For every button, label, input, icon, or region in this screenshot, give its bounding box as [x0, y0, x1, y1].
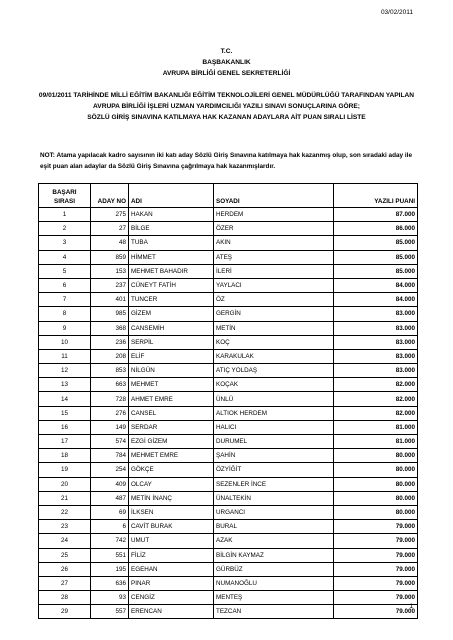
- candidate-no-cell: 401: [91, 293, 129, 307]
- score-cell: 85.000: [334, 250, 418, 264]
- rank-cell: 4: [39, 250, 91, 264]
- score-cell: 79.000: [334, 562, 418, 576]
- header-candidate-no: ADAY NO: [91, 184, 129, 208]
- table-row: [39, 392, 418, 406]
- rank-cell: 14: [39, 392, 91, 406]
- table-row: [39, 591, 418, 605]
- score-cell: 80.000: [334, 505, 418, 519]
- name-cell: CÜNEYT FATİH: [129, 278, 214, 292]
- rank-cell: 12: [39, 364, 91, 378]
- rank-cell: 20: [39, 477, 91, 491]
- score-cell: 79.000: [334, 548, 418, 562]
- heading-line-list-title: SÖZLÜ GİRİŞ SINAVINA KATILMAYA HAK KAZANAN ADAYLARA AİT PUAN SIRALI LİSTE: [87, 114, 366, 121]
- heading-line-tc: T.C.: [220, 48, 233, 55]
- rank-cell: 19: [39, 463, 91, 477]
- surname-cell: BURAL: [214, 520, 334, 534]
- surname-cell: BİLGİN KAYMAZ: [214, 548, 334, 562]
- score-cell: 84.000: [334, 293, 418, 307]
- rank-cell: 7: [39, 293, 91, 307]
- score-cell: 82.000: [334, 406, 418, 420]
- score-cell: 81.000: [334, 420, 418, 434]
- rank-cell: 22: [39, 505, 91, 519]
- name-cell: FİLİZ: [129, 548, 214, 562]
- heading-line-exam-title: AVRUPA BİRLİĞİ İŞLERİ UZMAN YARDIMCILIĞI YAZILI SINAVI SONUÇLARINA GÖRE;: [93, 103, 360, 110]
- score-cell: 82.000: [334, 378, 418, 392]
- heading-line-exam-info: 09/01/2011 TARİHİNDE MİLLİ EĞİTİM BAKANLIĞI EĞİTİM TEKNOLOJİLERİ GENEL MÜDÜRLÜĞÜ TARAFINDAN YAPILAN: [38, 92, 415, 99]
- surname-cell: DURUMEL: [214, 435, 334, 449]
- surname-cell: TEZCAN: [214, 605, 334, 619]
- score-cell: 83.000: [334, 364, 418, 378]
- candidate-no-cell: 557: [91, 605, 129, 619]
- name-cell: EGEHAN: [129, 562, 214, 576]
- rank-cell: 27: [39, 576, 91, 590]
- surname-cell: URGANCI: [214, 505, 334, 519]
- surname-cell: ŞAHİN: [214, 449, 334, 463]
- surname-cell: ATIÇ YOLDAŞ: [214, 364, 334, 378]
- candidate-no-cell: 368: [91, 321, 129, 335]
- table-row: [39, 378, 418, 392]
- score-cell: 85.000: [334, 236, 418, 250]
- candidate-no-cell: 636: [91, 576, 129, 590]
- rank-cell: 23: [39, 520, 91, 534]
- candidate-no-cell: 551: [91, 548, 129, 562]
- name-cell: EZGİ GİZEM: [129, 435, 214, 449]
- name-cell: CANSEL: [129, 406, 214, 420]
- surname-cell: İLERİ: [214, 264, 334, 278]
- score-cell: 84.000: [334, 278, 418, 292]
- rank-cell: 21: [39, 491, 91, 505]
- table-row: [39, 406, 418, 420]
- name-cell: CENGİZ: [129, 591, 214, 605]
- table-row: [39, 505, 418, 519]
- name-cell: METİN İNANÇ: [129, 491, 214, 505]
- table-row: [39, 264, 418, 278]
- table-row: [39, 562, 418, 576]
- rank-cell: 11: [39, 349, 91, 363]
- candidate-no-cell: 208: [91, 349, 129, 363]
- rank-cell: 3: [39, 236, 91, 250]
- surname-cell: GERGİN: [214, 307, 334, 321]
- surname-cell: KARAKULAK: [214, 349, 334, 363]
- table-row: [39, 321, 418, 335]
- score-cell: 83.000: [334, 335, 418, 349]
- surname-cell: YAYLACI: [214, 278, 334, 292]
- rank-cell: 6: [39, 278, 91, 292]
- surname-cell: ÜNLÜ: [214, 392, 334, 406]
- rank-cell: 18: [39, 449, 91, 463]
- candidate-no-cell: 275: [91, 208, 129, 222]
- surname-cell: KOÇ: [214, 335, 334, 349]
- table-row: [39, 208, 418, 222]
- score-cell: 80.000: [334, 449, 418, 463]
- candidate-no-cell: 742: [91, 534, 129, 548]
- candidate-no-cell: 663: [91, 378, 129, 392]
- surname-cell: ÜNALTEKİN: [214, 491, 334, 505]
- table-row: [39, 349, 418, 363]
- name-cell: İLKSEN: [129, 505, 214, 519]
- surname-cell: METİN: [214, 321, 334, 335]
- candidate-no-cell: 487: [91, 491, 129, 505]
- name-cell: UMUT: [129, 534, 214, 548]
- name-cell: HAKAN: [129, 208, 214, 222]
- candidate-no-cell: 409: [91, 477, 129, 491]
- surname-cell: AZAK: [214, 534, 334, 548]
- candidate-no-cell: 853: [91, 364, 129, 378]
- table-row: [39, 307, 418, 321]
- header-surname: SOYADI: [214, 184, 334, 208]
- score-cell: 79.000: [334, 591, 418, 605]
- candidate-no-cell: 784: [91, 449, 129, 463]
- note-paragraph: NOT: Atama yapılacak kadro sayısının iki katı aday Sözlü Giriş Sınavına katılmaya hak kazanmış olup, son sıradaki aday ile eşit puan alan adaylar da Sözlü Giriş Sınavına çağrılmaya hak kazanmışlardır.: [40, 152, 412, 170]
- heading-line-secretariat: AVRUPA BİRLİĞİ GENEL SEKRETERLİĞİ: [162, 70, 291, 77]
- candidate-no-cell: 574: [91, 435, 129, 449]
- name-cell: HİMMET: [129, 250, 214, 264]
- table-row: [39, 491, 418, 505]
- results-table: [38, 183, 418, 619]
- candidate-no-cell: 27: [91, 222, 129, 236]
- candidate-no-cell: 728: [91, 392, 129, 406]
- candidate-no-cell: 149: [91, 420, 129, 434]
- rank-cell: 26: [39, 562, 91, 576]
- table-header-row: [39, 184, 418, 208]
- surname-cell: ÖZ: [214, 293, 334, 307]
- rank-cell: 16: [39, 420, 91, 434]
- score-cell: 80.000: [334, 491, 418, 505]
- surname-cell: ATEŞ: [214, 250, 334, 264]
- rank-cell: 28: [39, 591, 91, 605]
- rank-cell: 1: [39, 208, 91, 222]
- table-row: [39, 435, 418, 449]
- table-row: [39, 236, 418, 250]
- table-body: [39, 208, 418, 619]
- name-cell: TUNCER: [129, 293, 214, 307]
- table-row: [39, 364, 418, 378]
- name-cell: SERPİL: [129, 335, 214, 349]
- candidate-no-cell: 254: [91, 463, 129, 477]
- candidate-no-cell: 69: [91, 505, 129, 519]
- table-row: [39, 576, 418, 590]
- rank-cell: 17: [39, 435, 91, 449]
- score-cell: 87.000: [334, 208, 418, 222]
- name-cell: NİLGÜN: [129, 364, 214, 378]
- heading-line-ministry: BAŞBAKANLIK: [202, 59, 251, 66]
- name-cell: GÖKÇE: [129, 463, 214, 477]
- name-cell: CAVİT BURAK: [129, 520, 214, 534]
- name-cell: GİZEM: [129, 307, 214, 321]
- name-cell: MEHMET: [129, 378, 214, 392]
- surname-cell: NUMANOĞLU: [214, 576, 334, 590]
- name-cell: MEHMET EMRE: [129, 449, 214, 463]
- surname-cell: KOÇAK: [214, 378, 334, 392]
- table-row: [39, 548, 418, 562]
- header-rank: BAŞARI SIRASI: [39, 184, 91, 208]
- surname-cell: SEZENLER İNCE: [214, 477, 334, 491]
- table-row: [39, 520, 418, 534]
- table-row: [39, 278, 418, 292]
- candidate-no-cell: 195: [91, 562, 129, 576]
- name-cell: BİLGE: [129, 222, 214, 236]
- table-row: [39, 477, 418, 491]
- rank-cell: 8: [39, 307, 91, 321]
- rank-cell: 2: [39, 222, 91, 236]
- rank-cell: 13: [39, 378, 91, 392]
- candidate-no-cell: 93: [91, 591, 129, 605]
- score-cell: 83.000: [334, 307, 418, 321]
- name-cell: AHMET EMRE: [129, 392, 214, 406]
- table-row: [39, 449, 418, 463]
- score-cell: 83.000: [334, 349, 418, 363]
- surname-cell: GÜRBÜZ: [214, 562, 334, 576]
- candidate-no-cell: 276: [91, 406, 129, 420]
- candidate-no-cell: 48: [91, 236, 129, 250]
- score-cell: 83.000: [334, 321, 418, 335]
- surname-cell: ALTIOK HERDEM: [214, 406, 334, 420]
- table-row: [39, 463, 418, 477]
- rank-cell: 5: [39, 264, 91, 278]
- rank-cell: 15: [39, 406, 91, 420]
- table-row: [39, 250, 418, 264]
- candidate-no-cell: 985: [91, 307, 129, 321]
- score-cell: 82.000: [334, 392, 418, 406]
- header-name: ADI: [129, 184, 214, 208]
- table-row: [39, 335, 418, 349]
- surname-cell: AKIN: [214, 236, 334, 250]
- name-cell: OLCAY: [129, 477, 214, 491]
- name-cell: CANSEMİH: [129, 321, 214, 335]
- document-date: 03/02/2011: [380, 9, 413, 16]
- table-row: [39, 293, 418, 307]
- score-cell: 80.000: [334, 463, 418, 477]
- header-score: YAZILI PUANI: [334, 184, 418, 208]
- surname-cell: MENTEŞ: [214, 591, 334, 605]
- rank-cell: 24: [39, 534, 91, 548]
- candidate-no-cell: 859: [91, 250, 129, 264]
- name-cell: ELİF: [129, 349, 214, 363]
- rank-cell: 25: [39, 548, 91, 562]
- table-row: [39, 222, 418, 236]
- table-row: [39, 534, 418, 548]
- score-cell: 79.000: [334, 576, 418, 590]
- candidate-no-cell: 236: [91, 335, 129, 349]
- score-cell: 81.000: [334, 435, 418, 449]
- score-cell: 79.000: [334, 605, 418, 619]
- candidate-no-cell: 6: [91, 520, 129, 534]
- rank-cell: 9: [39, 321, 91, 335]
- candidate-no-cell: 153: [91, 264, 129, 278]
- surname-cell: ÖZER: [214, 222, 334, 236]
- score-cell: 80.000: [334, 477, 418, 491]
- surname-cell: HERDEM: [214, 208, 334, 222]
- score-cell: 86.000: [334, 222, 418, 236]
- score-cell: 79.000: [334, 534, 418, 548]
- name-cell: TUBA: [129, 236, 214, 250]
- candidate-no-cell: 237: [91, 278, 129, 292]
- table-row: [39, 605, 418, 619]
- rank-cell: 29: [39, 605, 91, 619]
- name-cell: ERENCAN: [129, 605, 214, 619]
- name-cell: SERDAR: [129, 420, 214, 434]
- document-heading: [0, 46, 453, 123]
- page-number: 1: [409, 603, 413, 610]
- name-cell: MEHMET BAHADIR: [129, 264, 214, 278]
- name-cell: PINAR: [129, 576, 214, 590]
- score-cell: 85.000: [334, 264, 418, 278]
- score-cell: 79.000: [334, 520, 418, 534]
- table-row: [39, 420, 418, 434]
- surname-cell: ÖZYİĞİT: [214, 463, 334, 477]
- surname-cell: HALICI: [214, 420, 334, 434]
- rank-cell: 10: [39, 335, 91, 349]
